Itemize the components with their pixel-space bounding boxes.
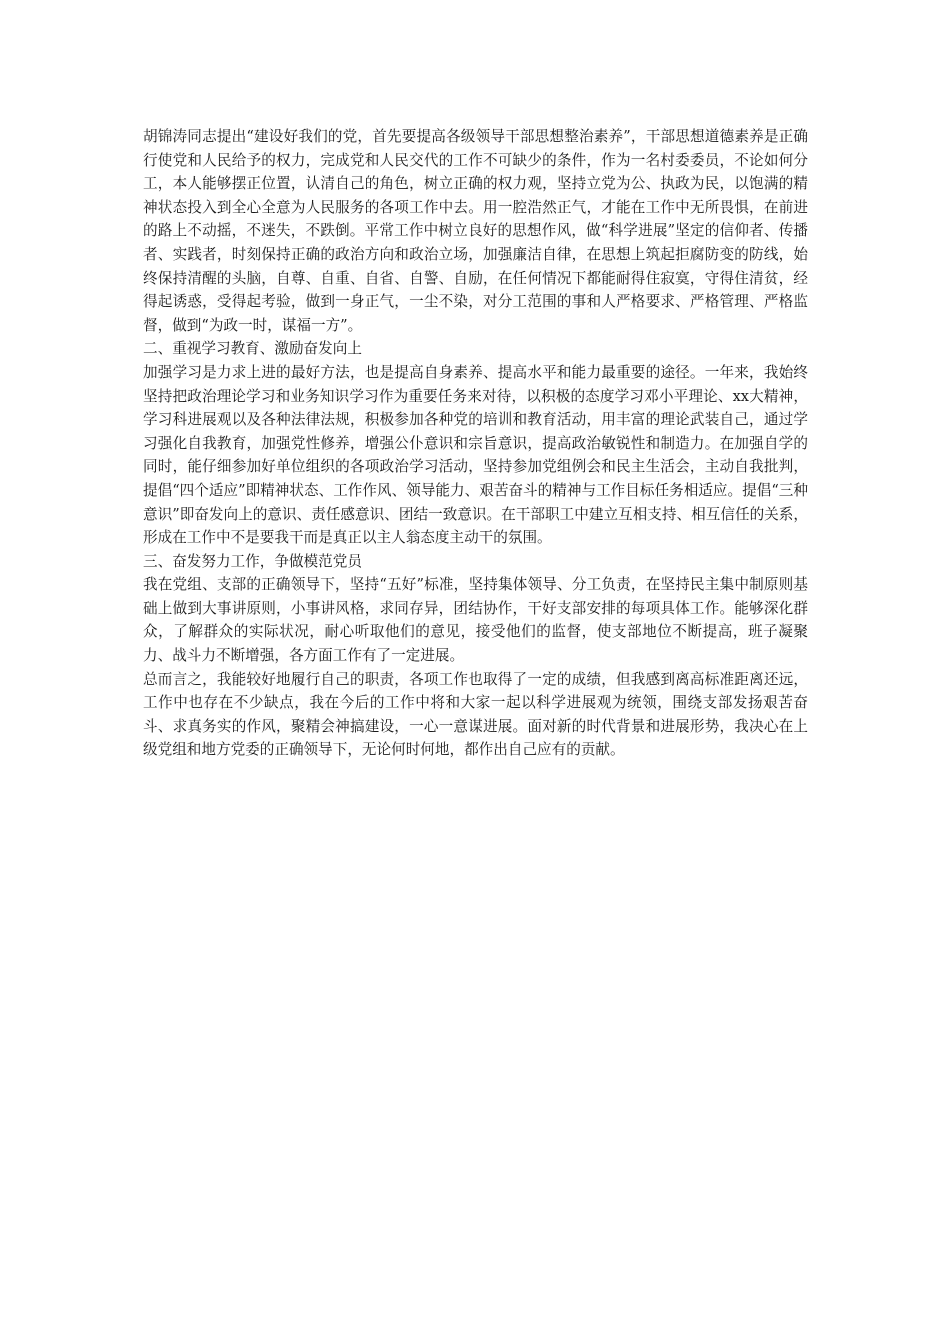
paragraph-intro: 胡锦涛同志提出“建设好我们的党，首先要提高各级领导干部思想整治素养”，干部思想道德素养是正确行使党和人民给予的权力，完成党和人民交代的工作不可缺少的条件，作为一名村委委员，不论如何分工，本人能够摆正位置，认清自己的角色，树立正确的权力观，坚持立党为公、执政为民，以饱满的精神状态投入到全心全意为人民服务的各项工作中去。用一腔浩然正气，才能在工作中无所畏惧，在前进的路上不动摇，不迷失，不跌倒。平常工作中树立良好的思想作风，做“科学进展”坚定的信仰者、传播者、实践者，时刻保持正确的政治方向和政治立场，加强廉洁自律，在思想上筑起拒腐防变的防线，始终保持清醒的头脑，自尊、自重、自省、自警、自励，在任何情况下都能耐得住寂寞，守得住清贫，经得起诱惑，受得起考验，做到一身正气，一尘不染，对分工范围的事和人严格要求、严格管理、严格监督，做到“为政一时，谋福一方”。 — [143, 128, 808, 334]
paragraph-conclusion: 总而言之，我能较好地履行自己的职责，各项工作也取得了一定的成绩，但我感到离高标准距离还远，工作中也存在不少缺点，我在今后的工作中将和大家一起以科学进展观为统领，围绕支部发扬艰苦奋斗、求真务实的作风，聚精会神搞建设，一心一意谋进展。面对新的时代背景和进展形势，我决心在上级党组和地方党委的正确领导下，无论何时何地，都作出自己应有的贡献。 — [143, 670, 808, 759]
section-heading-study: 二、重视学习教育、激励奋发向上 — [143, 340, 362, 358]
paragraph-work: 我在党组、支部的正确领导下，坚持“五好”标准，坚持集体领导、分工负责，在坚持民主集中制原则基础上做到大事讲原则，小事讲风格，求同存异，团结协作，干好支部安排的每项具体工作。能够深化群众，了解群众的实际状况，耐心听取他们的意见，接受他们的监督，使支部地位不断提高，班子凝聚力、战斗力不断增强，各方面工作有了一定进展。 — [143, 576, 808, 665]
paragraph-study: 加强学习是力求上进的最好方法，也是提高自身素养、提高水平和能力最重要的途径。一年来，我始终坚持把政治理论学习和业务知识学习作为重要任务来对待，以积极的态度学习邓小平理论、xx大精神，学习科进展观以及各种法律法规，积极参加各种党的培训和教育活动，用丰富的理论武装自己，通过学习强化自我教育，加强党性修养，增强公仆意识和宗旨意识，提高政治敏锐性和制造力。在加强自学的同时，能仔细参加好单位组织的各项政治学习活动，坚持参加党组例会和民主生活会，主动自我批判，提倡“四个适应”即精神状态、工作作风、领导能力、艰苦奋斗的精神与工作目标任务相适应。提倡“三种意识”即奋发向上的意识、责任感意识、团结一致意识。在干部职工中建立互相支持、相互信任的关系，形成在工作中不是要我干而是真正以主人翁态度主动干的氛围。 — [143, 363, 808, 547]
document-body — [143, 125, 808, 762]
section-heading-work: 三、奋发努力工作，争做模范党员 — [143, 552, 362, 570]
